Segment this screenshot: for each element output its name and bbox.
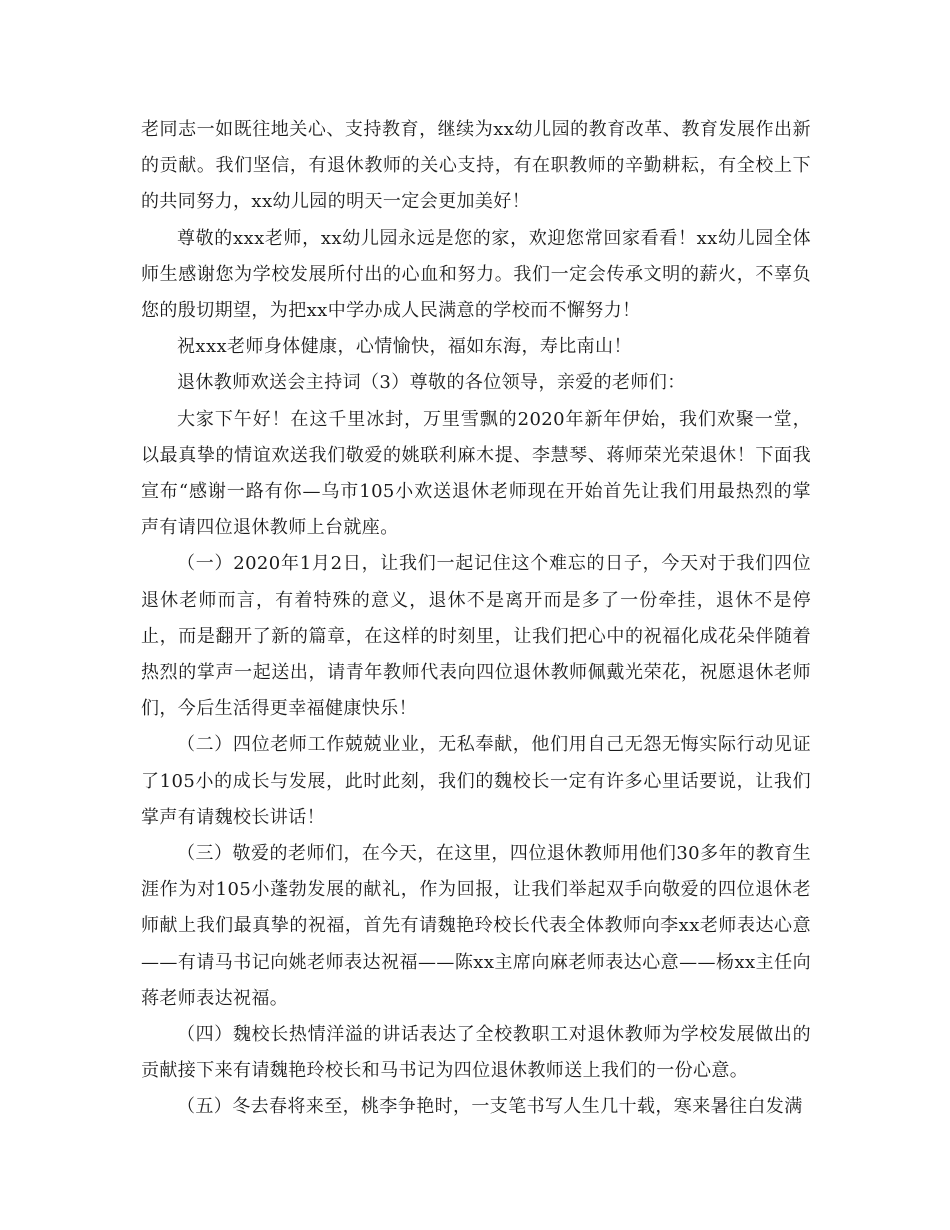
paragraph-6: （一）2020年1月2日，让我们一起记住这个难忘的日子，今天对于我们四位退休老师而言，有着特殊的意义，退休不是离开而是多了一份牵挂，退休不是停止，而是翻开了新的篇章，在这样的时刻里，让我们把心中的祝福化成花朵伴随着热烈的掌声一起送出，请青年教师代表向四位退休教师佩戴光荣花，祝愿退休老师们，今后生活得更幸福健康快乐！ [141,553,811,720]
paragraph-2: 尊敬的xxx老师，xx幼儿园永远是您的家，欢迎您常回家看看！xx幼儿园全体师生感谢您为学校发展所付出的心血和努力。我们一定会传承文明的薪火，不辜负您的殷切期望，为把xx中学办成人民满意的学校而不懈努力！ [141,227,811,322]
paragraph-3: 祝xxx老师身体健康，心情愉快，福如东海，寿比南山！ [177,336,632,358]
paragraph-8: （三）敬爱的老师们，在今天，在这里，四位退休教师用他们30多年的教育生涯作为对105小蓬勃发展的献礼，作为回报，让我们举起双手向敬爱的四位退休老师献上我们最真挚的祝福，首先有请魏艳玲校长代表全体教师向李xx老师表达心意——有请马书记向姚老师表达祝福——陈xx主席向麻老师表达心意——杨xx主任向蒋老师表达祝福。 [141,843,811,1009]
paragraph-10: （五）冬去春将来至，桃李争艳时，一支笔书写人生几十载，寒来暑往白发满 [177,1096,803,1118]
paragraph-1: 老同志一如既往地关心、支持教育，继续为xx幼儿园的教育改革、教育发展作出新的贡献。我们坚信，有退休教师的关心支持，有在职教师的辛勤耕耘，有全校上下的共同努力，xx幼儿园的明天一定会更加美好！ [141,119,811,213]
paragraph-4: 退休教师欢送会主持词（3）尊敬的各位领导，亲爱的老师们： [177,372,686,394]
paragraph-7: （二）四位老师工作兢兢业业，无私奉献，他们用自己无怨无悔实际行动见证了105小的成长与发展，此时此刻，我们的魏校长一定有许多心里话要说，让我们掌声有请魏校长讲话！ [141,734,811,828]
paragraph-5: 大家下午好！在这千里冰封，万里雪飘的2020年新年伊始，我们欢聚一堂，以最真挚的情谊欢送我们敬爱的姚联利麻木提、李慧琴、蒋师荣光荣退休！下面我宣布“感谢一路有你—乌市105小欢送退休老师现在开始首先让我们用最热烈的掌声有请四位退休教师上台就座。 [141,408,811,539]
document-body [141,112,811,1126]
paragraph-9: （四）魏校长热情洋溢的讲话表达了全校教职工对退休教师为学校发展做出的贡献接下来有请魏艳玲校长和马书记为四位退休教师送上我们的一份心意。 [141,1024,811,1082]
